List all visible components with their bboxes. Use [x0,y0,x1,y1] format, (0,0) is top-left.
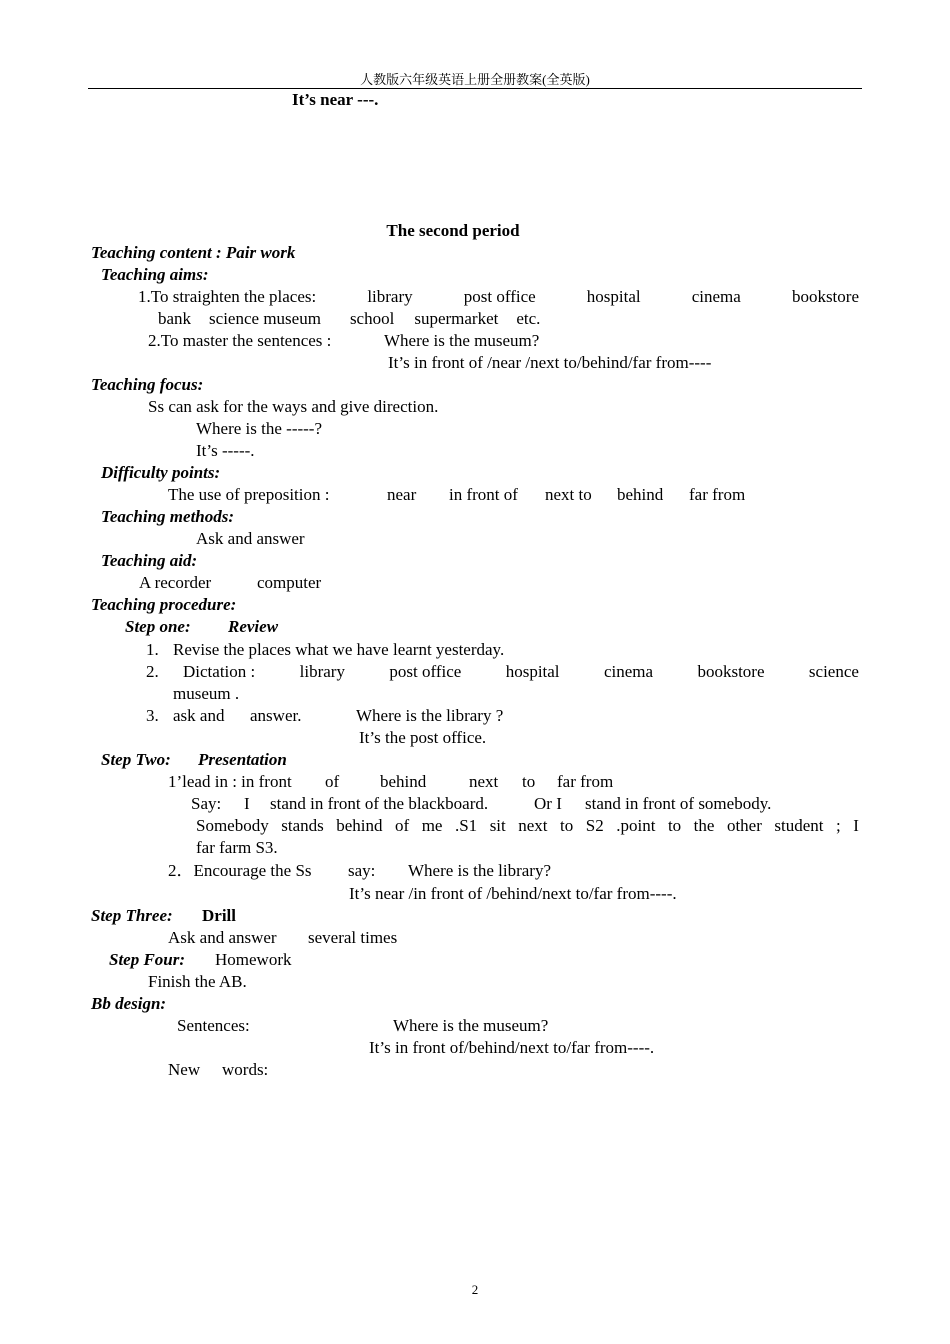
running-header: 人教版六年级英语上册全册教案(全英版) [360,72,590,87]
say-word: Or I [534,794,562,813]
step1-item-num: 3. [146,706,159,725]
step1-item-3-answer: It’s the post office. [359,728,487,747]
methods-label: Teaching methods: [101,507,235,526]
encourage-answer: It’s near /in front of /behind/next to/far from----. [349,884,677,903]
somebody-word: ; [836,816,841,835]
aim1-continuation [158,309,540,329]
somebody-word: the [693,816,715,835]
somebody-word: of [395,816,410,835]
aim1-word: library [367,287,413,306]
say-word: stand in front of the blackboard. [270,794,489,813]
lead-in-word: 1’lead in : in front [168,772,292,791]
far-farm-line: far farm S3. [196,838,278,857]
somebody-word: .S1 [454,816,478,835]
difficulty-lead: The use of preposition : [168,485,330,504]
step3-title: Drill [202,906,236,925]
header-rule [88,88,862,89]
procedure-label: Teaching procedure: [91,595,237,614]
lead-in-word: of [325,772,340,791]
somebody-word: .point [616,816,656,835]
dictation-word: post office [389,662,462,681]
somebody-word: other [726,816,762,835]
focus-line: Where is the -----? [196,419,323,438]
dictation-word: hospital [505,662,560,681]
aim1-line [138,287,859,307]
aim1-cont-word: supermarket [414,309,499,328]
step1-item-2 [183,662,859,682]
step1-item-3-question: Where is the library ? [356,706,504,725]
somebody-word: next [518,816,548,835]
page-number: 2 [471,1282,479,1297]
somebody-word: Somebody [196,816,269,835]
difficulty-word: in front of [449,485,518,504]
teaching-aims-label: Teaching aims: [101,265,209,284]
somebody-word: stands [281,816,324,835]
aim1-cont-word: etc. [516,309,541,328]
say-word: I [244,794,250,813]
say-word: Say: [191,794,222,813]
step1-item-1: Revise the places what we have learnt yesterday. [173,640,505,659]
lead-in-word: to [522,772,536,791]
step1-item-3a: ask and [173,706,225,725]
step4-title: Homework [215,950,292,969]
encourage-word: say: [348,861,376,880]
dictation-word: cinema [603,662,654,681]
period-title: The second period [386,221,520,240]
step1-label: Step one: [125,617,191,636]
difficulty-word: near [387,485,417,504]
focus-line: It’s -----. [196,441,255,460]
difficulty-word: far from [689,485,746,504]
dictation-word: library [299,662,345,681]
difficulty-word: behind [617,485,664,504]
step3-text: several times [308,928,398,947]
bb-sentences: Sentences: [177,1016,250,1035]
aim1-word: post office [463,287,536,306]
somebody-word: S2 [585,816,604,835]
somebody-word: behind [336,816,383,835]
encourage-word: Where is the library? [408,861,552,880]
aim2-answer: It’s in front of /near /next to/behind/far from---- [388,353,712,372]
say-word: stand in front of somebody. [585,794,772,813]
somebody-word: student [774,816,824,835]
somebody-word: sit [489,816,506,835]
teaching-content: Teaching content : Pair work [91,243,296,262]
step1-item-num: 1. [146,640,159,659]
lead-in-word: far from [557,772,614,791]
step1-item-2-cont: museum . [173,684,240,703]
aid-item: computer [257,573,322,592]
lead-in-word: behind [380,772,427,791]
aid-item: A recorder [139,573,212,592]
step4-text: Finish the AB. [148,972,247,991]
top-line: It’s near ---. [292,90,379,109]
aim1-cont-word: school [349,309,395,328]
focus-label: Teaching focus: [91,375,204,394]
somebody-line [196,816,859,836]
step2-label: Step Two: [101,750,171,769]
bb-label: Bb design: [91,994,167,1013]
aid-label: Teaching aid: [101,551,198,570]
aim1-lead: 1.To straighten the places: [138,287,317,306]
step3-label: Step Three: [91,906,173,925]
somebody-word: to [560,816,574,835]
bb-question: Where is the museum? [393,1016,549,1035]
aim1-cont-word: science museum [209,309,321,328]
step1-item-3b: answer. [250,706,302,725]
somebody-word: I [853,816,859,835]
aim1-word: bookstore [791,287,859,306]
dictation-word: science [808,662,859,681]
step1-item-num: 2. [146,662,159,681]
encourage-word: 2．Encourage the Ss [168,861,312,880]
aim1-word: hospital [586,287,641,306]
bb-words: words: [222,1060,269,1079]
somebody-word: to [667,816,682,835]
step2-title: Presentation [198,750,287,769]
focus-line: Ss can ask for the ways and give direction. [148,397,439,416]
aim1-cont-word: bank [158,309,192,328]
difficulty-word: next to [545,485,592,504]
aim1-word: cinema [691,287,741,306]
bb-answer: It’s in front of/behind/next to/far from----. [369,1038,655,1057]
step4-label: Step Four: [109,950,186,969]
dictation-word: bookstore [697,662,765,681]
bb-new: New [168,1060,201,1079]
step1-title: Review [228,617,279,636]
somebody-word: me [421,816,443,835]
lead-in-word: next [469,772,499,791]
dictation-word: Dictation : [183,662,256,681]
step3-text: Ask and answer [168,928,277,947]
difficulty-label: Difficulty points: [101,463,221,482]
aim2-question: Where is the museum? [384,331,540,350]
aim2-lead: 2.To master the sentences : [148,331,332,350]
methods-text: Ask and answer [196,529,305,548]
